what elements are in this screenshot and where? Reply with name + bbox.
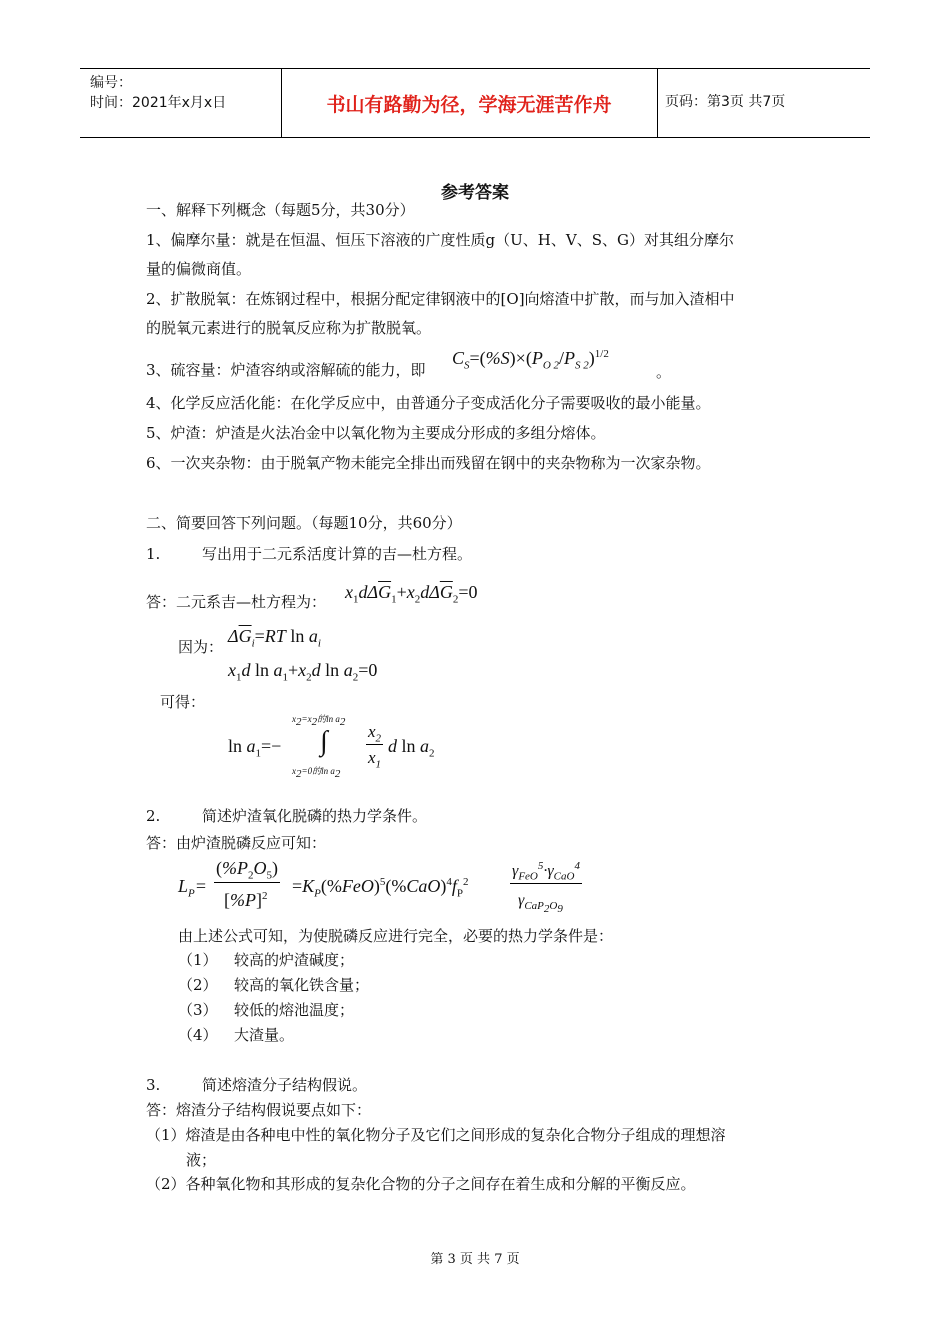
phosphorus-distribution-formula: $L_P=$ $(\%P_2O_5)$ $[\%P]^2$ $=K_P(\%FeO)^5(\%CaO)^4f_P^2$ $\gamma_{FeO}^5\cdot\gamma_{CaO}^4$ $\gamma_{CaP_2O_9}$ <box>178 858 580 916</box>
q1-answer-intro: 答：二元系吉—杜方程为： <box>146 593 327 611</box>
item2-line2: 的脱氧元素进行的脱氧反应称为扩散脱氧。 <box>146 319 432 337</box>
q2-conclusion: 由上述公式可知，为使脱磷反应进行完全，必要的热力学条件是： <box>178 927 614 945</box>
gibbs-duhem-equation: $x_1d\Delta\overline{G}_1+x_2d\Delta\overline{G}_2=0$ <box>345 582 478 606</box>
q3-number: 3. <box>146 1076 161 1094</box>
condition-1-num: （1） <box>178 951 218 969</box>
q1-result: 可得： <box>160 693 206 711</box>
item3-text: 3、硫容量：炉渣容纳或溶解硫的能力，即 <box>146 361 426 379</box>
condition-2-num: （2） <box>178 976 218 994</box>
q2-text: 简述炉渣氧化脱磷的热力学条件。 <box>202 807 428 825</box>
q1-because: 因为： <box>178 638 224 656</box>
q1-number: 1. <box>146 545 161 563</box>
condition-3-num: （3） <box>178 1001 218 1019</box>
doc-date: 时间：2021年x月x日 <box>90 95 227 111</box>
section2-heading: 二、简要回答下列问题。（每题10分，共60分） <box>146 514 462 532</box>
header-divider <box>657 69 658 137</box>
q2-answer-intro: 答：由炉渣脱磷反应可知： <box>146 834 327 852</box>
q3-text: 简述熔渣分子结构假说。 <box>202 1076 368 1094</box>
item6-text: 6、一次夹杂物：由于脱氧产物未能完全排出而残留在钢中的夹杂物称为一次家杂物。 <box>146 454 711 472</box>
doc-code-label: 编号： <box>90 75 132 91</box>
sulfide-capacity-formula: $C_S=(\%S)\times(P_{O 2}/P_{S 2})^{1/2}$ <box>452 348 609 372</box>
page-header <box>80 68 870 138</box>
item2-line1: 2、扩散脱氧：在炼钢过程中，根据分配定律钢液中的[O]向熔渣中扩散，而与加入渣相中 <box>146 290 735 308</box>
q1-text: 写出用于二元系活度计算的吉—杜方程。 <box>202 545 473 563</box>
page-footer: 第 3 页 共 7 页 <box>430 1252 520 1267</box>
condition-4-num: （4） <box>178 1026 218 1044</box>
condition-3-text: 较低的熔池温度； <box>234 1001 355 1019</box>
header-page-info: 页码：第3页 共7页 <box>665 94 786 110</box>
partial-gibbs-equation: $\Delta\overline{G}_i=RT$ $\ln a_i$ <box>228 626 321 650</box>
condition-1-text: 较高的炉渣碱度； <box>234 951 355 969</box>
item1-line1: 1、偏摩尔量：就是在恒温、恒压下溶液的广度性质g（U、H、V、S、G）对其组分摩尔 <box>146 231 734 249</box>
item4-text: 4、化学反应活化能：在化学反应中，由普通分子变成活化分子需要吸收的最小能量。 <box>146 394 711 412</box>
q3-answer-intro: 答：熔渣分子结构假说要点如下： <box>146 1101 372 1119</box>
section1-heading: 一、解释下列概念（每题5分，共30分） <box>146 201 415 219</box>
integral-equation: $\ln a_1=-$ $x_2=x_2$的$\ln a_2$ ∫ $x_2=0$的$\ln a_2$ $x_2$ $x_1$ d $\ln a_2$ <box>228 714 435 780</box>
header-left <box>90 73 226 113</box>
activity-relation-equation: $x_1d$ $\ln a_1+x_2d$ $\ln a_2=0$ <box>228 660 378 684</box>
page-title: 参考答案 <box>441 183 509 203</box>
q3-point1-line1: （1）熔渣是由各种电中性的氧化物分子及它们之间形成的复杂化合物分子组成的理想溶 <box>146 1126 726 1144</box>
condition-4-text: 大渣量。 <box>234 1026 295 1044</box>
q2-number: 2. <box>146 807 161 825</box>
item1-line2: 量的偏微商值。 <box>146 260 252 278</box>
condition-2-text: 较高的氧化铁含量； <box>234 976 370 994</box>
item5-text: 5、炉渣：炉渣是火法冶金中以氧化物为主要成分形成的多组分熔体。 <box>146 424 606 442</box>
q3-point2: （2）各种氧化物和其形成的复杂化合物的分子之间存在着生成和分解的平衡反应。 <box>146 1175 696 1193</box>
item3-end: 。 <box>656 363 672 381</box>
header-motto: 书山有路勤为径，学海无涯苦作舟 <box>326 93 612 116</box>
q3-point1-line2: 液； <box>186 1151 217 1169</box>
